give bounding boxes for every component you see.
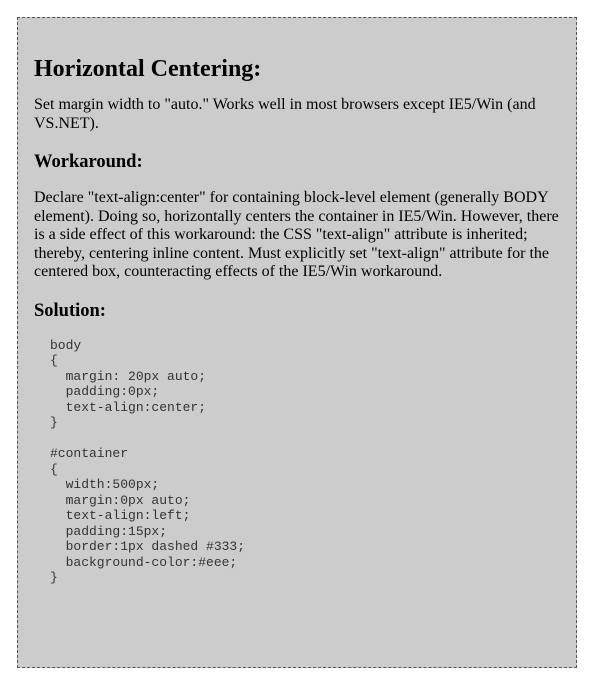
code-block: body { margin: 20px auto; padding:0px; text-align:center; } #container { width:500px; margin:0px auto; text-align:left; padding:15px; border:1px dashed #333; background-color:#eee; }	[50, 337, 246, 585]
content-container	[17, 17, 577, 668]
workaround-paragraph: Declare "text-align:center" for containing block-level element (generally BODY element). Doing so, horizontally centers the container in IE5/Win. However, there is a side effect of this workaround: the CSS "text-align" attribute is inherited; thereby, centering inline content. Must explicitly set "text-align" attribute for the centered box, counteracting effects of the IE5/Win workaround.	[34, 189, 559, 280]
page-title: Horizontal Centering:	[34, 56, 262, 82]
intro-paragraph: Set margin width to "auto." Works well in most browsers except IE5/Win (and VS.NET).	[34, 96, 536, 132]
workaround-heading: Workaround:	[34, 152, 143, 172]
solution-heading: Solution:	[34, 300, 106, 321]
